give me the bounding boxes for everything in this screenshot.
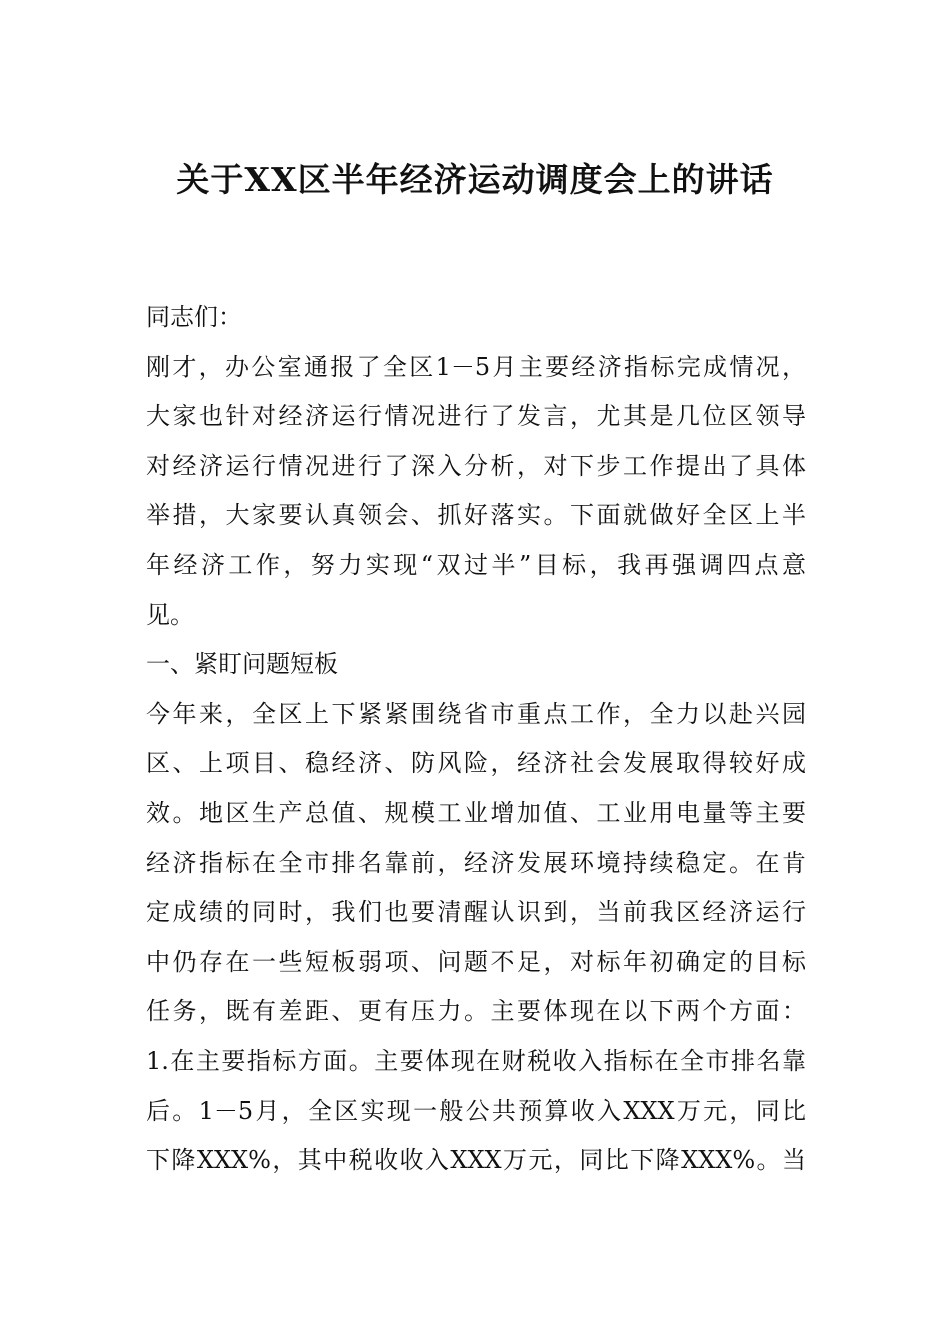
paragraph-line: 举措，大家要认真领会、抓好落实。下面就做好全区上半 bbox=[146, 501, 806, 530]
paragraph-line: 区、上项目、稳经济、防风险，经济社会发展取得较好成 bbox=[146, 749, 806, 778]
paragraph-line: 大家也针对经济运行情况进行了发言，尤其是几位区领导 bbox=[146, 402, 806, 431]
section-heading: 一、紧盯问题短板 bbox=[146, 650, 338, 679]
subsection-line: 1.在主要指标方面。主要体现在财税收入指标在全市排名靠 bbox=[146, 1046, 806, 1075]
paragraph-line: 任务，既有差距、更有压力。主要体现在以下两个方面： bbox=[146, 997, 806, 1026]
document-title: 关于XX区半年经济运动调度会上的讲话 bbox=[176, 160, 774, 199]
document-body bbox=[146, 293, 806, 1186]
paragraph-line: 经济指标在全市排名靠前，经济发展环境持续稳定。在肯 bbox=[146, 848, 806, 877]
paragraph-line: 效。地区生产总值、规模工业增加值、工业用电量等主要 bbox=[146, 798, 806, 827]
paragraph-line: 定成绩的同时，我们也要清醒认识到，当前我区经济运行 bbox=[146, 898, 806, 927]
paragraph-line: 刚才，办公室通报了全区1－5月主要经济指标完成情况， bbox=[146, 352, 806, 381]
paragraph-line: 后。1－5月，全区实现一般公共预算收入XXX万元，同比 bbox=[146, 1096, 806, 1125]
salutation-line: 同志们： bbox=[146, 303, 242, 331]
paragraph-line: 今年来，全区上下紧紧围绕省市重点工作，全力以赴兴园 bbox=[146, 699, 806, 728]
paragraph-line: 年经济工作，努力实现“双过半”目标，我再强调四点意 bbox=[146, 550, 806, 579]
paragraph-line: 见。 bbox=[146, 600, 194, 629]
paragraph-line: 中仍存在一些短板弱项、问题不足，对标年初确定的目标 bbox=[146, 947, 806, 976]
paragraph-line: 下降XXX%，其中税收收入XXX万元，同比下降XXX%。当 bbox=[146, 1146, 806, 1175]
paragraph-line: 对经济运行情况进行了深入分析，对下步工作提出了具体 bbox=[146, 451, 806, 480]
